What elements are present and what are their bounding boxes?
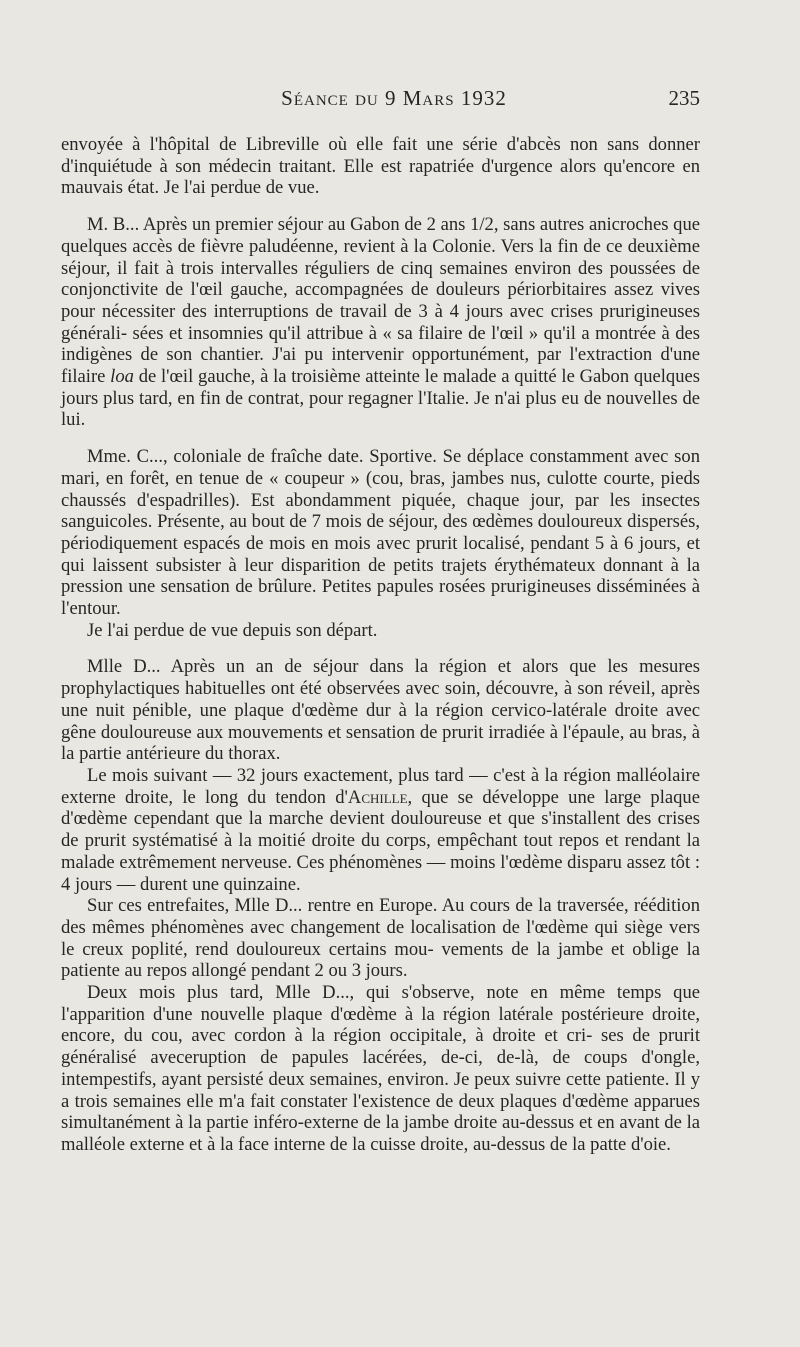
body-text <box>61 134 700 1156</box>
page-header <box>88 86 700 112</box>
paragraph-case-mme-c: Mme. C..., coloniale de fraîche date. Sportive. Se déplace constamment avec son mari, en forêt, en tenue de « coupeur » (cou, bras, jambes nus, culotte courte, pieds chaussés d'espadrilles). Est abondamment piquée, chaque jour, par les insectes sanguicoles. Présente, au bout de 7 mois de séjour, des œdèmes douloureux dispersés, périodiquement espacés de mois en mois avec prurit localisé, pendant 5 à 6 jours, et qui laissent subsister à leur disparition de petits trajets érythémateux donnant à la pression une sensation de brûlure. Petites papules rosées prurigineuses disséminées à l'entour. <box>61 446 700 620</box>
page-number: 235 <box>668 86 700 110</box>
italic-term-loa: loa <box>110 366 134 388</box>
paragraph-two-months-later: Deux mois plus tard, Mlle D..., qui s'observe, note en même temps que l'apparition d'une nouvelle plaque d'œdème à la région latérale postérieure droite, encore, du cou, avec cordon à la région occipitale, à droite et cri- ses de prurit généralisé aveceruption de papules lacérées, de-ci, de-là, de coups d'ongle, intempestifs, ayant persisté deux semaines, environ. Je peux suivre cette patiente. Il y a trois semaines elle m'a fait constater l'existence de deux plaques d'œdème apparues simultanément à la partie inféro-externe de la jambe droite au-dessus et en avant de la malléole externe et à la face interne de la cuisse droite, au-dessus de la patte d'oie. <box>61 982 700 1155</box>
running-head: Séance du 9 Mars 1932 <box>281 86 507 110</box>
paragraph-case-mlle-d: Mlle D... Après un an de séjour dans la région et alors que les mesures prophylactiques habituelles ont été observées avec soin, découvre, à son réveil, après une nuit pénible, une plaque d'œdème dur à la région cervico-latérale droite avec gêne douloureuse aux mouvements et sensation de prurit irradiée à l'épaule, au bras, à la partie antérieure du thorax. <box>61 656 700 765</box>
smallcaps-name-achille: Achille <box>347 786 408 808</box>
paragraph-case-mb: M. B... Après un premier séjour au Gabon de 2 ans 1/2, sans autres anicroches que quelques accès de fièvre paludéenne, revient à la Colonie. Vers la fin de ce deuxième séjour, il fait à trois intervalles réguliers de cinq semaines environ des poussées de conjonctivite de l'œil gauche, accompagnées de douleurs périorbitaires assez vives pour nécessiter des interruptions de travail de 3 à 4 jours avec crises prurigineuses générali- sées et insomnies qu'il attribue à « sa filaire de l'œil » qu'il a montrée à des indigènes de son chantier. J'ai pu intervenir opportunément, par l'extraction d'une filaire loa de l'œil gauche, à la troisième atteinte le malade a quitté le Gabon quelques jours plus tard, en fin de contrat, pour regagner l'Italie. Je n'ai plus eu de nouvelles de lui. <box>61 214 701 431</box>
paragraph-continuation: envoyée à l'hôpital de Libreville où elle fait une série d'abcès non sans donner d'inquiétude à son médecin traitant. Elle est rapatriée d'urgence alors qu'encore en mauvais état. Je l'ai perdue de vue. <box>61 134 700 199</box>
paragraph-following-month: Le mois suivant — 32 jours exactement, plus tard — c'est à la région malléolaire externe droite, le long du tendon d'Achille, que se développe une large plaque d'œdème cependant que la marche devient douloureuse et que s'installent des crises de prurit systématisé à la moitié droite du corps, empêchant tout repos et rendant la malade extrêmement nerveuse. Ces phénomènes — moins l'œdème disparu assez tôt : 4 jours — durent une quinzaine. <box>61 764 700 895</box>
paragraph-lost-contact: Je l'ai perdue de vue depuis son départ. <box>87 619 378 641</box>
paragraph-return-europe: Sur ces entrefaites, Mlle D... rentre en Europe. Au cours de la traversée, réédition des mêmes phénomènes avec changement de localisation de l'œdème qui siège vers le creux poplité, rend douloureux certains mou- vements de la jambe et oblige la patiente au repos allongé pendant 2 ou 3 jours. <box>61 895 700 982</box>
